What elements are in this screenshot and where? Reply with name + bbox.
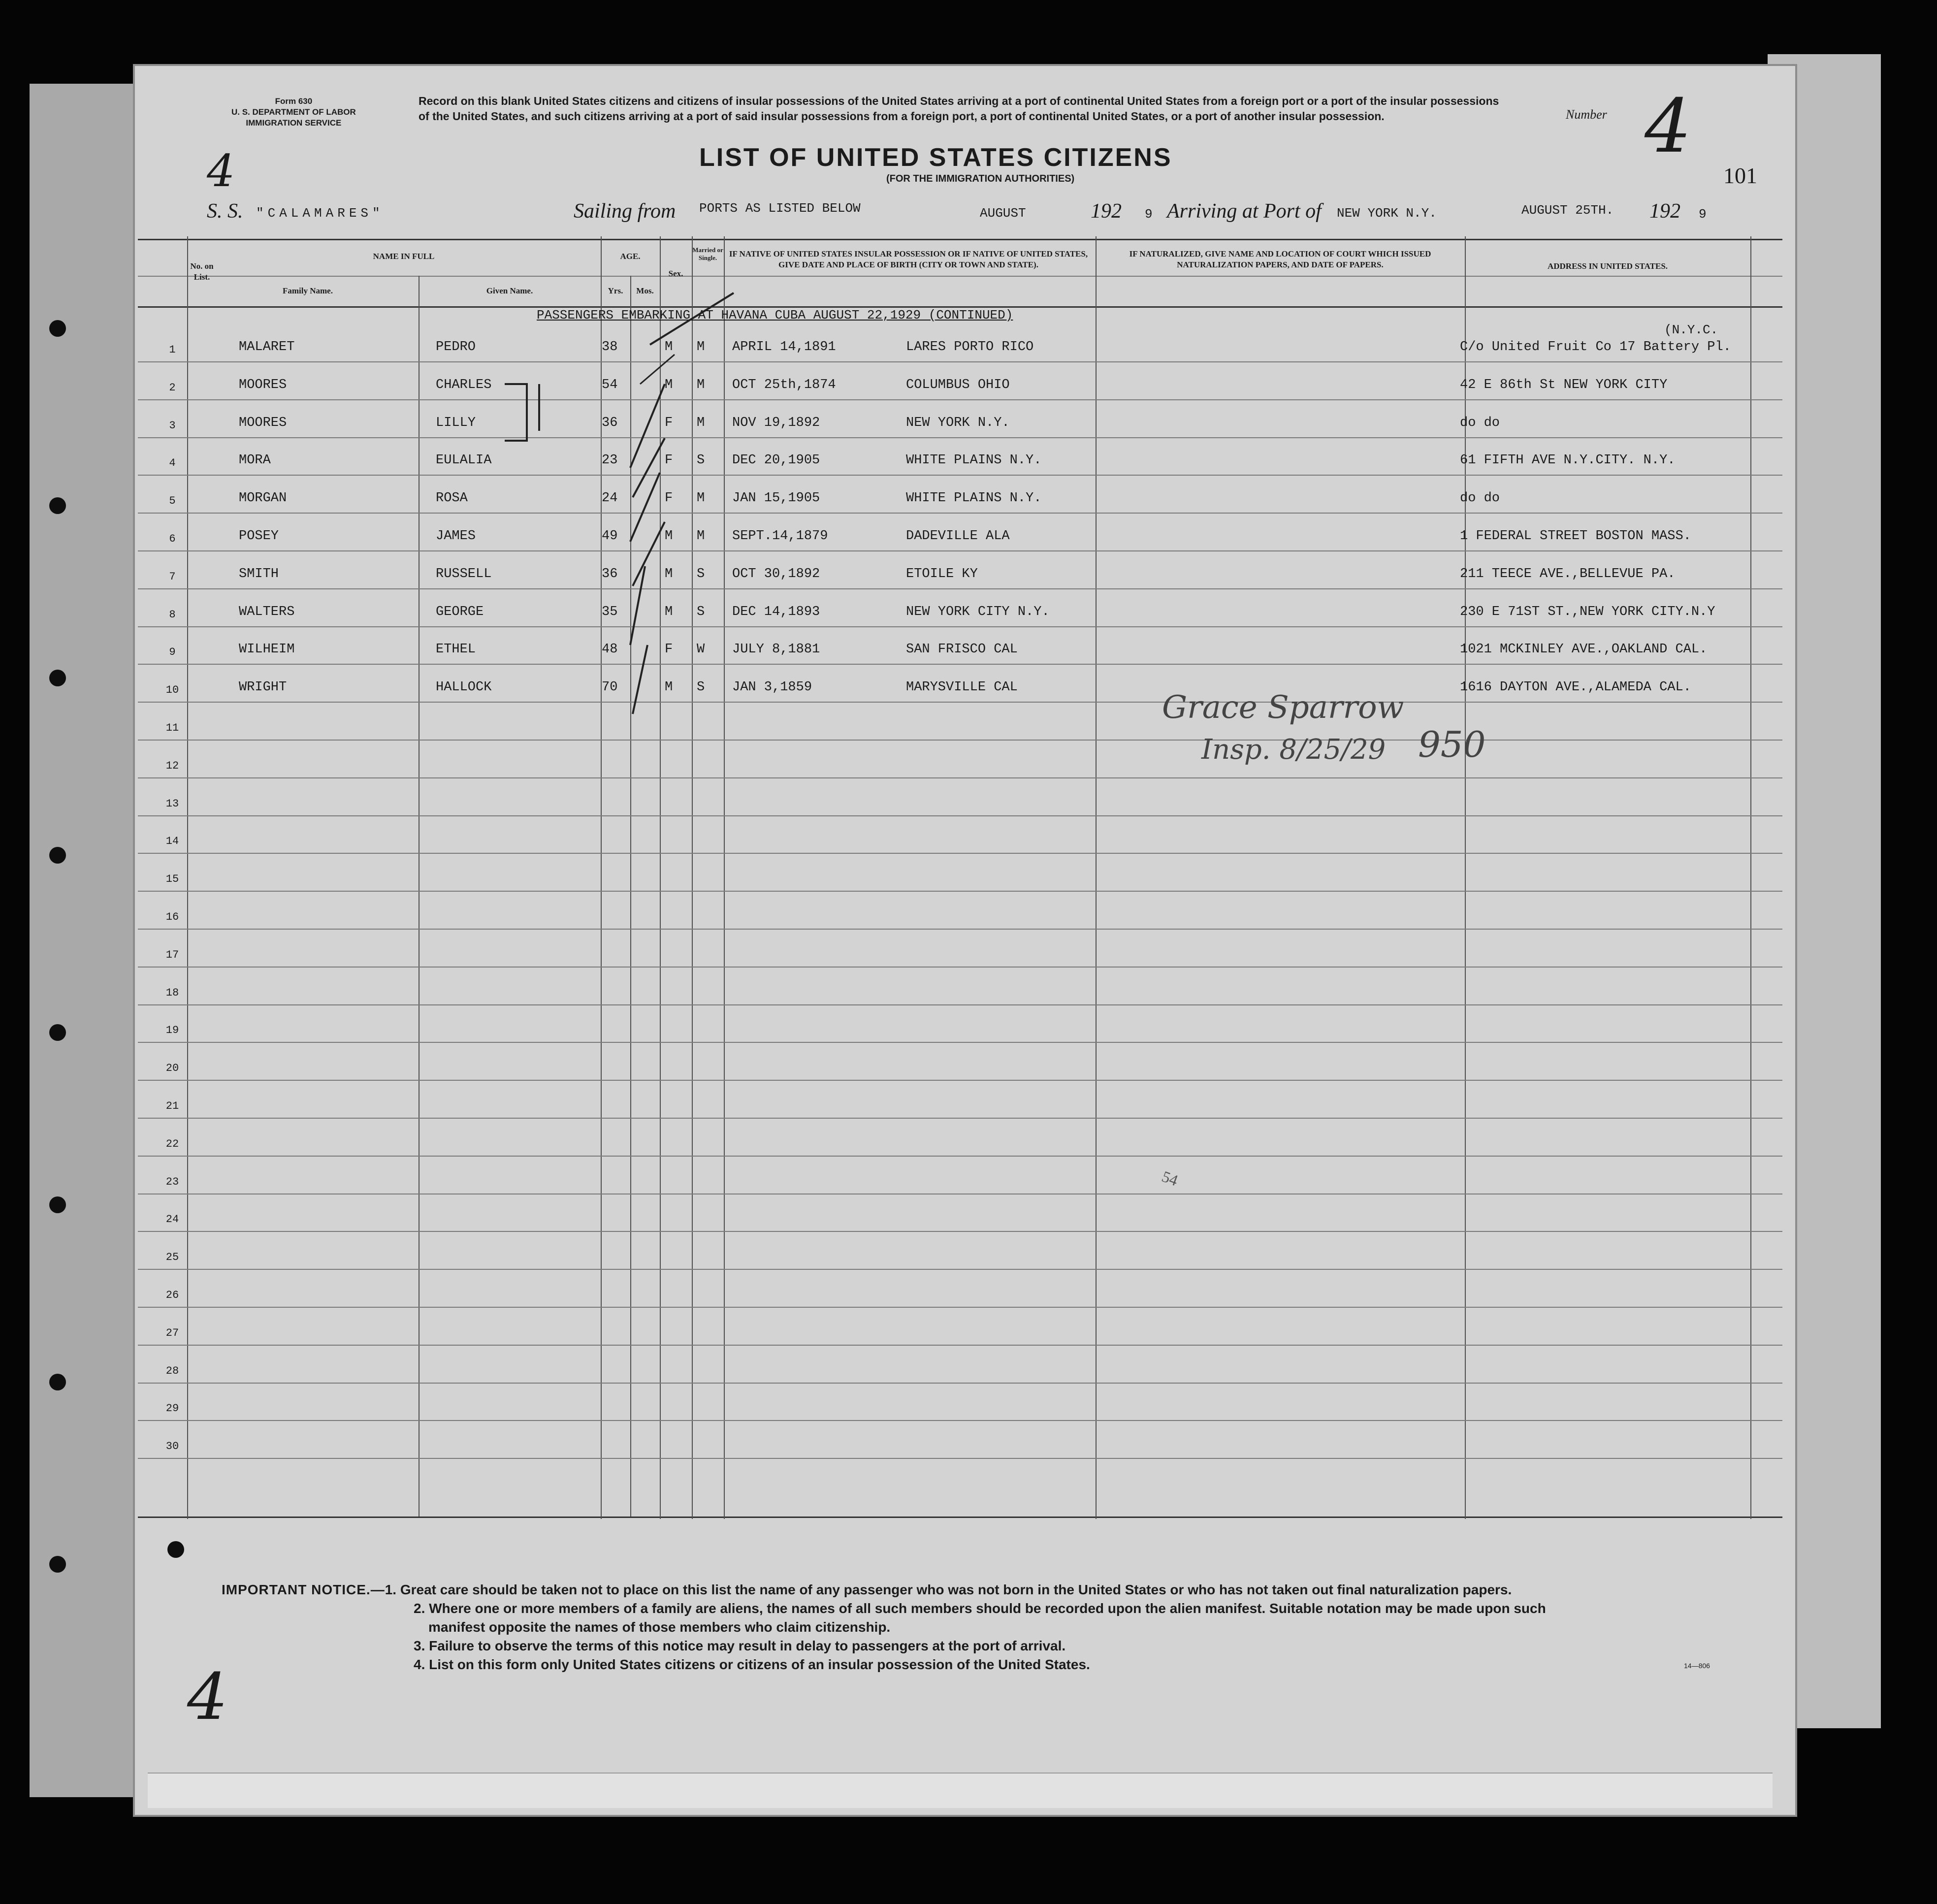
form-number: Form 630 [275,97,313,106]
row-number: 20 [165,1062,179,1075]
header-yrs: Yrs. [608,286,623,295]
sailing-label: Sailing from [574,200,676,223]
cell-yrs: 36 [602,415,618,430]
header-address: ADDRESS IN UNITED STATES. [1547,261,1668,271]
row-line [138,513,1782,514]
cell-family: WILHEIM [239,642,295,657]
cell-address: do do [1460,415,1500,430]
punch-hole [49,847,66,864]
punch-hole [49,670,66,686]
cell-birth-place: WHITE PLAINS N.Y. [906,491,1042,506]
row-line [138,1231,1782,1232]
cell-yrs: 49 [602,529,618,544]
form-code: 14—806 [1684,1662,1710,1670]
row-number: 1 [169,344,176,356]
cell-given: RUSSELL [436,566,492,581]
row-line [138,550,1782,551]
cell-address: 42 E 86th St NEW YORK CITY [1460,377,1668,392]
cell-birth-place: ETOILE KY [906,566,978,581]
cell-birth-place: NEW YORK N.Y. [906,415,1010,430]
check-marks [611,290,739,724]
cell-yrs: 38 [602,340,618,355]
cell-birth-place: SAN FRISCO CAL [906,642,1018,657]
row-number: 5 [169,495,176,508]
row-line [138,664,1782,665]
cell-family: SMITH [239,566,279,581]
page-title: LIST OF UNITED STATES CITIZENS [699,143,1172,172]
cell-given: CHARLES [436,377,492,392]
inspector-date: Insp. 8/25/29 [1201,734,1386,766]
cell-family: MORA [239,453,271,468]
row-line [138,1042,1782,1043]
row-line [138,1004,1782,1005]
header-age: AGE. [620,252,641,261]
col-divider [1096,236,1097,1519]
cell-given: EULALIA [436,453,492,468]
notice-item-2: 2. Where one or more members of a family are aliens, the names of all such members should be recorded upon the alien manifest. Suitable notation may be made upon such [414,1601,1546,1616]
cell-sex: M [665,604,673,619]
list-number: 4 [1645,84,1692,169]
cell-ms: M [697,491,705,506]
sailing-from: PORTS AS LISTED BELOW [699,201,861,216]
cell-birth-date: DEC 20,1905 [732,453,820,468]
cell-birth-date: OCT 30,1892 [732,566,820,581]
row-line [138,891,1782,892]
cell-address: C/o United Fruit Co 17 Battery Pl. [1460,340,1731,355]
cell-birth-date: JAN 3,1859 [732,680,812,695]
row-number: 22 [165,1137,179,1150]
header-naturalized: IF NATURALIZED, GIVE NAME AND LOCATION OF COURT WHICH ISSUED NATURALIZATION PAPERS, AND DATE OF PAPERS. [1129,249,1431,269]
cell-birth-place: WHITE PLAINS N.Y. [906,453,1042,468]
cell-sex: F [665,453,673,468]
cell-sex: M [665,680,673,695]
cell-ms: M [697,340,705,355]
cell-family: MOORES [239,415,287,430]
arr-year-prefix: 192 [1649,200,1680,223]
cell-yrs: 54 [602,377,618,392]
row-line [138,1458,1782,1459]
record-instructions: Record on this blank United States citizens and citizens of insular possessions of the United States arriving at a port of continental United States from a foreign port or a port of the insular possessions of the United States, and such citizens arriving at a port of said insular possessions from a foreign port, a port of continental United States, or a port of another insular possession. [419,95,1499,123]
row-number: 4 [169,457,176,470]
row-line [138,475,1782,476]
cell-yrs: 23 [602,453,618,468]
row-number: 27 [165,1326,179,1339]
row-line [138,740,1782,741]
punch-hole [49,320,66,337]
table-bottom-border [138,1517,1782,1518]
family-bracket [502,382,542,446]
cell-given: LILLY [436,415,476,430]
cell-sex: M [665,566,673,581]
header-married: Married or Single. [692,246,723,261]
row-line [138,1269,1782,1270]
cell-ms: S [697,566,705,581]
row-number: 2 [169,381,176,394]
row-number: 25 [165,1251,179,1264]
punch-hole [49,1024,66,1041]
embark-note: PASSENGERS EMBARKING AT HAVANA CUBA AUGUST 22,1929 (CONTINUED) [537,308,1013,323]
cell-yrs: 48 [602,642,618,657]
row-number: 11 [165,722,179,734]
cell-given: GEORGE [436,604,484,619]
cell-family: POSEY [239,529,279,544]
row-line [138,853,1782,854]
cell-family: MOORES [239,377,287,392]
cell-ms: M [697,529,705,544]
cell-birth-date: DEC 14,1893 [732,604,820,619]
cell-sex: M [665,340,673,355]
row-number: 16 [165,911,179,923]
cell-given: ETHEL [436,642,476,657]
form-id-block [231,96,356,129]
row-number: 23 [165,1175,179,1188]
cell-family: MALARET [239,340,295,355]
cell-birth-place: LARES PORTO RICO [906,340,1034,355]
cell-birth-date: JAN 15,1905 [732,491,820,506]
row-line [138,702,1782,703]
cell-sex: M [665,529,673,544]
row-line [138,777,1782,778]
cell-sex: F [665,642,673,657]
cell-address: 61 FIFTH AVE N.Y.CITY. N.Y. [1460,453,1676,468]
ship-name: "CALAMARES" [256,206,384,221]
ss-label: S. S. [207,200,243,223]
row-number: 9 [169,646,176,659]
header-no-on-list: No. on List. [190,261,214,282]
row-line [138,1345,1782,1346]
cell-ms: W [697,642,705,657]
notice-item-1: 1. Great care should be taken not to place on this list the name of any passenger who was not born in the United States or who has not taken out final naturalization papers. [385,1582,1512,1597]
row-line [138,1156,1782,1157]
cell-yrs: 36 [602,566,618,581]
service-name: IMMIGRATION SERVICE [246,118,342,128]
cell-given: PEDRO [436,340,476,355]
row-line [138,1383,1782,1384]
row-number: 7 [169,570,176,583]
arriving-label: Arriving at Port of [1167,200,1322,223]
row-line [138,361,1782,362]
cell-given: JAMES [436,529,476,544]
punch-hole [49,1374,66,1390]
row-line [138,815,1782,816]
row-number: 18 [165,986,179,999]
number-label: Number [1566,107,1607,122]
row-line [138,1118,1782,1119]
col-divider [419,276,420,1517]
inspector-code: 950 [1418,724,1486,765]
row-line [138,1080,1782,1081]
punch-hole [167,1541,184,1558]
punch-hole [49,1196,66,1213]
row-line [138,929,1782,930]
row-number: 24 [165,1213,179,1226]
row-line [138,1420,1782,1421]
cell-birth-date: OCT 25th,1874 [732,377,836,392]
cell-given: HALLOCK [436,680,492,695]
sail-month: AUGUST [980,206,1026,221]
cell-birth-date: JULY 8,1881 [732,642,820,657]
notice-item-3: 3. Failure to observe the terms of this notice may result in delay to passengers at the port of arrival. [414,1638,1066,1653]
stamp-number: 54 [1159,1167,1181,1190]
header-divider [138,276,1782,277]
cell-given: ROSA [436,491,468,506]
cell-birth-place: COLUMBUS OHIO [906,377,1010,392]
col-divider [1750,236,1751,1519]
cell-sex: F [665,415,673,430]
cell-ms: S [697,680,705,695]
row-line [138,626,1782,627]
inspector-signature: Grace Sparrow [1162,689,1404,726]
cell-family: WALTERS [239,604,295,619]
row-line [138,1307,1782,1308]
notice-item-4: 4. List on this form only United States citizens or citizens of an insular possession of the United States. [414,1657,1090,1672]
header-birth: IF NATIVE OF UNITED STATES INSULAR POSSESSION OR IF NATIVE OF UNITED STATES, GIVE DATE AND PLACE OF BIRTH (CITY OR TOWN AND STATE). [729,249,1088,269]
page-subtitle: (FOR THE IMMIGRATION AUTHORITIES) [886,173,1075,184]
cell-address: 211 TEECE AVE.,BELLEVUE PA. [1460,566,1676,581]
row-number: 29 [165,1402,179,1415]
header-mos: Mos. [636,286,654,295]
cell-birth-date: NOV 19,1892 [732,415,820,430]
punch-hole [49,497,66,514]
table-top-border [138,239,1782,240]
handwritten-mark-bottom: 4 [187,1659,228,1734]
arrival-port: NEW YORK N.Y. [1337,206,1437,221]
row-number: 28 [165,1364,179,1377]
page-number: 101 [1723,163,1757,188]
cell-address: 1021 MCKINLEY AVE.,OAKLAND CAL. [1460,642,1708,657]
cell-address: 1616 DAYTON AVE.,ALAMEDA CAL. [1460,680,1691,695]
cell-birth-date: SEPT.14,1879 [732,529,828,544]
row-line [138,399,1782,400]
cell-sex: M [665,377,673,392]
row-number: 30 [165,1440,179,1453]
row-number: 15 [165,873,179,886]
notice-label: IMPORTANT NOTICE.— [222,1582,385,1597]
cell-birth-place: MARYSVILLE CAL [906,680,1018,695]
underlying-page-bottom [148,1773,1773,1808]
department: U. S. DEPARTMENT OF LABOR [231,107,356,117]
cell-birth-date: APRIL 14,1891 [732,340,836,355]
cell-family: MORGAN [239,491,287,506]
arr-year-digit: 9 [1699,207,1707,222]
header-family-name: Family Name. [283,286,333,295]
cell-address: 230 E 71ST ST.,NEW YORK CITY.N.Y [1460,604,1715,619]
row-number: 12 [165,759,179,772]
cell-ms: S [697,453,705,468]
row-line [138,588,1782,589]
row-number: 3 [169,419,176,432]
cell-family: WRIGHT [239,680,287,695]
address-extra: (N.Y.C. [1664,323,1718,337]
cell-ms: M [697,415,705,430]
row-number: 10 [165,684,179,697]
cell-yrs: 35 [602,604,618,619]
important-notice [222,1581,1546,1674]
cell-ms: S [697,604,705,619]
sail-year-digit: 9 [1145,207,1153,222]
header-given-name: Given Name. [486,286,533,295]
row-number: 19 [165,1024,179,1037]
row-line [138,437,1782,438]
cell-address: 1 FEDERAL STREET BOSTON MASS. [1460,529,1691,544]
notice-item-2-cont: manifest opposite the names of those members who claim citizenship. [428,1619,891,1635]
arrival-date: AUGUST 25TH. [1521,203,1614,218]
punch-hole [49,1556,66,1573]
row-number: 17 [165,948,179,961]
row-line [138,967,1782,968]
handwritten-mark-top: 4 [207,145,235,197]
cell-birth-place: DADEVILLE ALA [906,529,1010,544]
cell-ms: M [697,377,705,392]
cell-yrs: 70 [602,680,618,695]
underlying-page-left [30,84,138,1797]
header-sex: Sex. [668,269,683,278]
header-name-in-full: NAME IN FULL [373,252,435,261]
cell-birth-place: NEW YORK CITY N.Y. [906,604,1050,619]
row-number: 8 [169,608,176,621]
cell-sex: F [665,491,673,506]
row-number: 13 [165,797,179,810]
row-number: 26 [165,1289,179,1301]
sail-year-prefix: 192 [1091,200,1122,223]
row-number: 14 [165,835,179,848]
row-number: 21 [165,1100,179,1112]
cell-address: do do [1460,491,1500,506]
cell-yrs: 24 [602,491,618,506]
row-number: 6 [169,533,176,545]
